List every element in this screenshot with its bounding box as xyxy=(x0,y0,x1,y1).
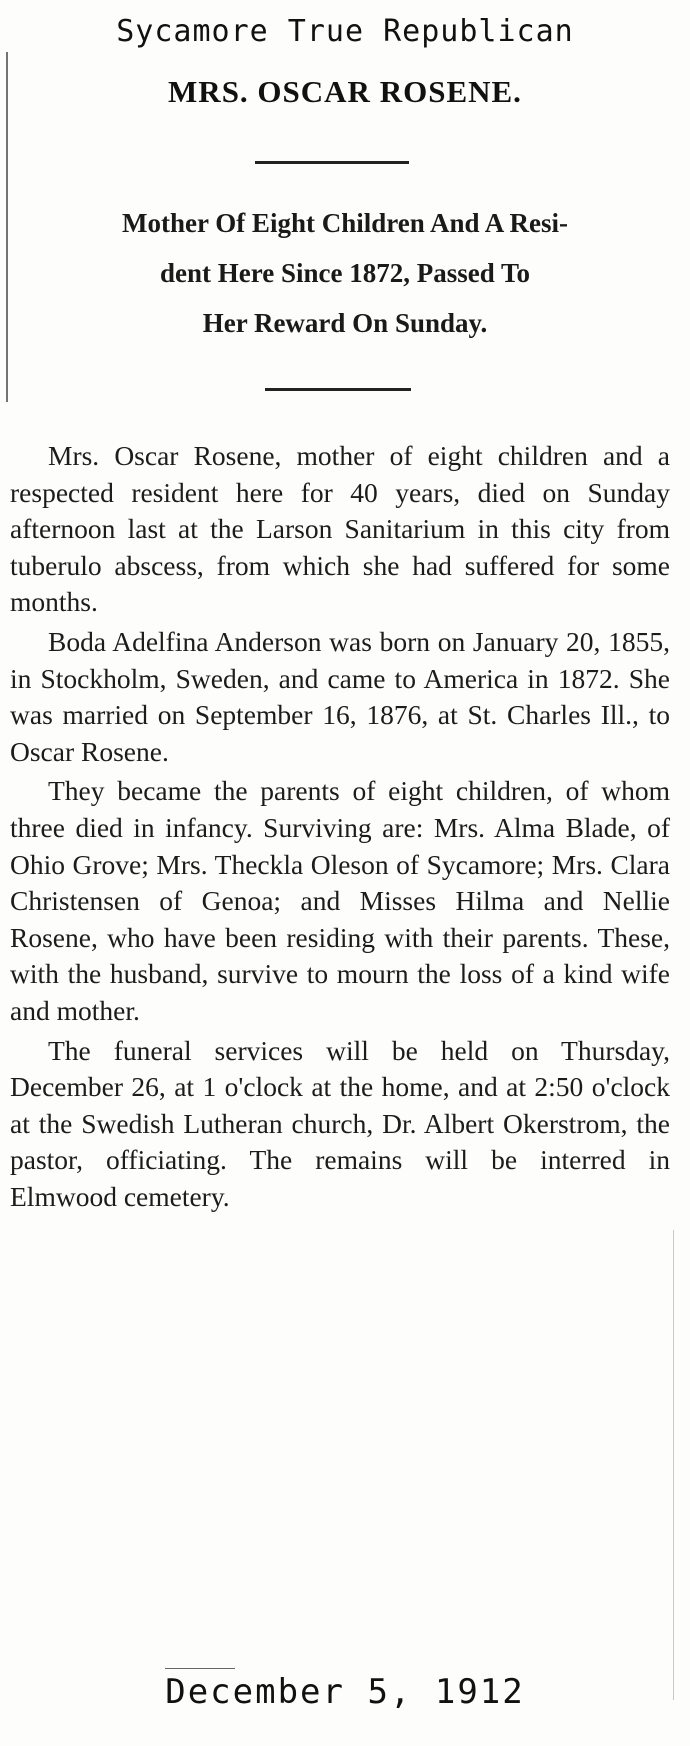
subheadline-divider xyxy=(265,388,411,391)
article-paragraph: Mrs. Oscar Rosene, mother of eight children and a respected resident here for 40 years, died on Sunday afternoon last at the Larson Sanitarium in this city from tuberulo abscess, from which she had suffered for some months. xyxy=(10,440,670,618)
headline-divider xyxy=(255,161,409,164)
article-body xyxy=(10,438,670,1215)
newspaper-source: Sycamore True Republican xyxy=(116,14,574,49)
article-paragraph: They became the parents of eight children, of whom three died in infancy. Surviving are: Mrs. Alma Blade, of Ohio Grove; Mrs. Theckla Oleson of Sycamore; Mrs. Clara Christensen of Genoa; and Misses Hilma and Nellie Rosene, who have been residing with their parents. These, with the husband, survive to mourn the loss of a kind wife and mother. xyxy=(10,775,670,1026)
subheadline-line: dent Here Since 1872, Passed To xyxy=(159,258,531,288)
subheadline-line: Her Reward On Sunday. xyxy=(202,308,488,338)
article-paragraph: Boda Adelfina Anderson was born on January 20, 1855, in Stockholm, Sweden, and came to America in 1872. She was married on September 16, 1876, at St. Charles Ill., to Oscar Rosene. xyxy=(10,625,670,767)
right-column-rule xyxy=(673,1230,674,1700)
subheadline xyxy=(0,198,690,348)
article-paragraph: The funeral services will be held on Thursday, December 26, at 1 o'clock at the home, and at 2:50 o'clock at the Swedish Lutheran church, Dr. Albert Okerstrom, the pastor, officiating. The remains will be interred in Elmwood cemetery. xyxy=(10,1034,670,1212)
subheadline-line: Mother Of Eight Children And A Resi- xyxy=(121,208,569,238)
publication-date: December 5, 1912 xyxy=(165,1672,525,1712)
obituary-headline: MRS. OSCAR ROSENE. xyxy=(168,74,522,109)
dateline-divider xyxy=(165,1668,235,1669)
